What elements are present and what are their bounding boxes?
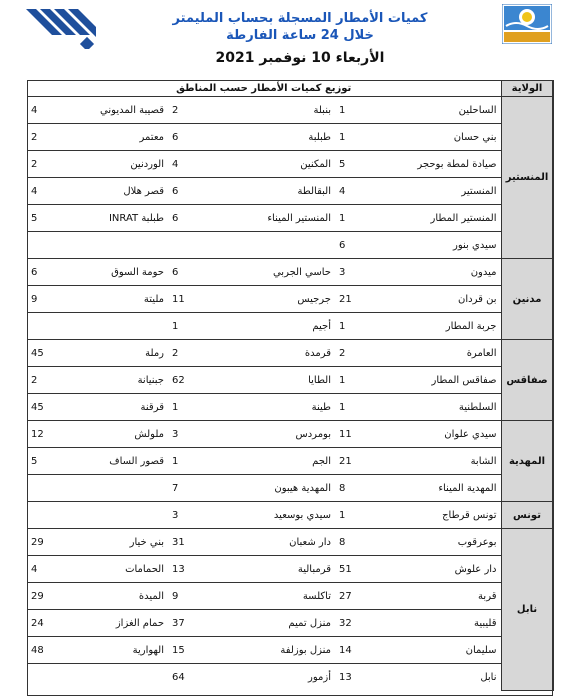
table-row <box>27 448 553 475</box>
rainfall-value <box>27 232 61 259</box>
station-name: قرمبالية <box>202 556 335 583</box>
rainfall-value: 13 <box>335 664 365 691</box>
rainfall-value: 2 <box>27 124 61 151</box>
station-name: ملولش <box>61 421 168 448</box>
station-name: سيدي بوسعيد <box>202 502 335 529</box>
rainfall-value: 6 <box>168 124 202 151</box>
rainfall-value: 51 <box>335 556 365 583</box>
station-name: بني حسان <box>365 124 501 151</box>
report-subtitle: خلال 24 ساعة الفارطة <box>226 28 374 43</box>
station-name: جربة المطار <box>365 313 501 340</box>
station-name: نابل <box>365 664 501 691</box>
station-name <box>202 232 335 259</box>
station-name: المكنين <box>202 151 335 178</box>
table-row <box>27 205 553 232</box>
station-name: طينة <box>202 394 335 421</box>
rainfall-value: 11 <box>335 421 365 448</box>
rainfall-value: 29 <box>27 583 61 610</box>
station-name: البقالطة <box>202 178 335 205</box>
governorate-cell: تونس <box>501 502 553 529</box>
station-name: منزل تميم <box>202 610 335 637</box>
rainfall-value: 64 <box>168 664 202 691</box>
station-name: ميدون <box>365 259 501 286</box>
rainfall-value <box>27 502 61 529</box>
table-row <box>27 286 553 313</box>
rainfall-value <box>27 475 61 502</box>
station-name: منزل بوزلفة <box>202 637 335 664</box>
rainfall-value: 6 <box>168 205 202 232</box>
table-row <box>27 340 553 367</box>
table-row <box>27 556 553 583</box>
station-name: صيادة لمطة بوحجر <box>365 151 501 178</box>
report-date: الأربعاء 10 نوفمبر 2021 <box>215 50 385 66</box>
header-governorate: الولاية <box>501 81 553 97</box>
rainfall-value <box>27 313 61 340</box>
table-row <box>27 610 553 637</box>
station-name: حمام الغزاز <box>61 610 168 637</box>
rainfall-value: 11 <box>168 286 202 313</box>
station-name: العامرة <box>365 340 501 367</box>
rainfall-value: 1 <box>335 394 365 421</box>
station-name: الساحلين <box>365 97 501 124</box>
station-name: المنستير <box>365 178 501 205</box>
station-name: قربة <box>365 583 501 610</box>
rainfall-value: 3 <box>335 259 365 286</box>
station-name: سيدي بنور <box>365 232 501 259</box>
rainfall-value: 2 <box>168 340 202 367</box>
rainfall-value: 15 <box>168 637 202 664</box>
rainfall-value: 21 <box>335 286 365 313</box>
rainfall-value: 9 <box>27 286 61 313</box>
report-title: كميات الأمطار المسجلة بحساب المليمتر <box>172 11 428 26</box>
rainfall-value: 3 <box>168 421 202 448</box>
table-row <box>27 583 553 610</box>
station-name: دار علوش <box>365 556 501 583</box>
rainfall-value: 37 <box>168 610 202 637</box>
station-name: أجيم <box>202 313 335 340</box>
rainfall-value: 8 <box>335 529 365 556</box>
table-row <box>27 529 553 556</box>
station-name <box>61 502 168 529</box>
table-row <box>27 421 553 448</box>
station-name <box>61 475 168 502</box>
table-row <box>27 394 553 421</box>
governorate-cell: المهدية <box>501 421 553 502</box>
weather-service-emblem-icon <box>502 4 552 44</box>
station-name: السلطنية <box>365 394 501 421</box>
rainfall-value: 9 <box>168 583 202 610</box>
rainfall-value: 2 <box>335 340 365 367</box>
station-name: المنستير المطار <box>365 205 501 232</box>
station-name: حومة السوق <box>61 259 168 286</box>
rainfall-value: 32 <box>335 610 365 637</box>
station-name: صفاقس المطار <box>365 367 501 394</box>
rainfall-value: 1 <box>335 205 365 232</box>
rainfall-value: 14 <box>335 637 365 664</box>
governorate-cell: نابل <box>501 529 553 691</box>
rainfall-value: 13 <box>168 556 202 583</box>
table-row <box>27 124 553 151</box>
station-name: قصور الساف <box>61 448 168 475</box>
station-name: طبلبة <box>202 124 335 151</box>
rainfall-value <box>27 664 61 691</box>
station-name: قصر هلال <box>61 178 168 205</box>
rainfall-value: 4 <box>27 97 61 124</box>
rainfall-value: 4 <box>168 151 202 178</box>
rainfall-value: 1 <box>168 313 202 340</box>
table-row <box>27 259 553 286</box>
rainfall-value: 2 <box>27 367 61 394</box>
table-row <box>27 637 553 664</box>
table-row <box>27 313 553 340</box>
rainfall-value: 12 <box>27 421 61 448</box>
station-name: سليمان <box>365 637 501 664</box>
governorate-cell: مدنين <box>501 259 553 340</box>
station-name <box>61 313 168 340</box>
rainfall-value: 8 <box>335 475 365 502</box>
rainfall-value: 3 <box>168 502 202 529</box>
rainfall-value: 1 <box>335 313 365 340</box>
rainfall-value: 6 <box>168 259 202 286</box>
station-name: بوعرقوب <box>365 529 501 556</box>
station-name: الميدة <box>61 583 168 610</box>
station-name: قرقنة <box>61 394 168 421</box>
station-name: المنستير الميناء <box>202 205 335 232</box>
rainfall-value: 29 <box>27 529 61 556</box>
header-distribution: توزيع كميات الأمطار حسب المناطق <box>27 81 501 97</box>
rainfall-value: 5 <box>27 205 61 232</box>
station-name: دار شعبان <box>202 529 335 556</box>
rainfall-value: 5 <box>27 448 61 475</box>
station-name: الطايا <box>202 367 335 394</box>
rainfall-value: 21 <box>335 448 365 475</box>
table-header-row <box>27 81 553 97</box>
station-name: مليتة <box>61 286 168 313</box>
station-name: حاسي الجربي <box>202 259 335 286</box>
station-name: الوردنين <box>61 151 168 178</box>
rainfall-value: 6 <box>27 259 61 286</box>
institute-logo-icon <box>22 5 98 49</box>
rainfall-value: 48 <box>27 637 61 664</box>
rainfall-value: 1 <box>335 97 365 124</box>
station-name: بني خيار <box>61 529 168 556</box>
table-row <box>27 367 553 394</box>
table-row <box>27 178 553 205</box>
governorate-cell: المنستير <box>501 97 553 259</box>
rainfall-value: 5 <box>335 151 365 178</box>
station-name: الحمامات <box>61 556 168 583</box>
rainfall-value: 1 <box>335 502 365 529</box>
station-name: طبلبة INRAT <box>61 205 168 232</box>
station-name: بومردس <box>202 421 335 448</box>
rainfall-value: 1 <box>168 394 202 421</box>
page-header <box>0 0 580 75</box>
rainfall-value: 1 <box>335 367 365 394</box>
table-row <box>27 664 553 691</box>
rainfall-value: 4 <box>27 178 61 205</box>
station-name: سيدي علوان <box>365 421 501 448</box>
table-row <box>27 97 553 124</box>
table-row <box>27 232 553 259</box>
rainfall-value: 2 <box>27 151 61 178</box>
rainfall-value: 1 <box>168 448 202 475</box>
station-name: جبنيانة <box>61 367 168 394</box>
rainfall-value: 62 <box>168 367 202 394</box>
rainfall-value: 24 <box>27 610 61 637</box>
rainfall-value: 31 <box>168 529 202 556</box>
station-name: أزمور <box>202 664 335 691</box>
rainfall-value: 6 <box>335 232 365 259</box>
governorate-cell: صفاقس <box>501 340 553 421</box>
station-name: بن قردان <box>365 286 501 313</box>
station-name: تاكلسة <box>202 583 335 610</box>
rainfall-value: 4 <box>27 556 61 583</box>
station-name: بنبلة <box>202 97 335 124</box>
table-row <box>27 151 553 178</box>
station-name: قرمدة <box>202 340 335 367</box>
rainfall-value <box>168 232 202 259</box>
station-name: تونس قرطاج <box>365 502 501 529</box>
rainfall-value: 1 <box>335 124 365 151</box>
station-name: الجم <box>202 448 335 475</box>
rainfall-value: 45 <box>27 340 61 367</box>
station-name: قصيبة المديوني <box>61 97 168 124</box>
station-name <box>61 232 168 259</box>
rainfall-value: 4 <box>335 178 365 205</box>
rainfall-table <box>27 80 554 691</box>
table-row <box>27 475 553 502</box>
station-name <box>61 664 168 691</box>
station-name: الشابة <box>365 448 501 475</box>
station-name: قليبية <box>365 610 501 637</box>
station-name: معتمر <box>61 124 168 151</box>
station-name: المهدية الميناء <box>365 475 501 502</box>
station-name: الهوارية <box>61 637 168 664</box>
station-name: المهدية هيبون <box>202 475 335 502</box>
rainfall-value: 2 <box>168 97 202 124</box>
station-name: رملة <box>61 340 168 367</box>
table-row <box>27 502 553 529</box>
rainfall-value: 45 <box>27 394 61 421</box>
rainfall-value: 27 <box>335 583 365 610</box>
rainfall-value: 6 <box>168 178 202 205</box>
station-name: جرجيس <box>202 286 335 313</box>
rainfall-value: 7 <box>168 475 202 502</box>
